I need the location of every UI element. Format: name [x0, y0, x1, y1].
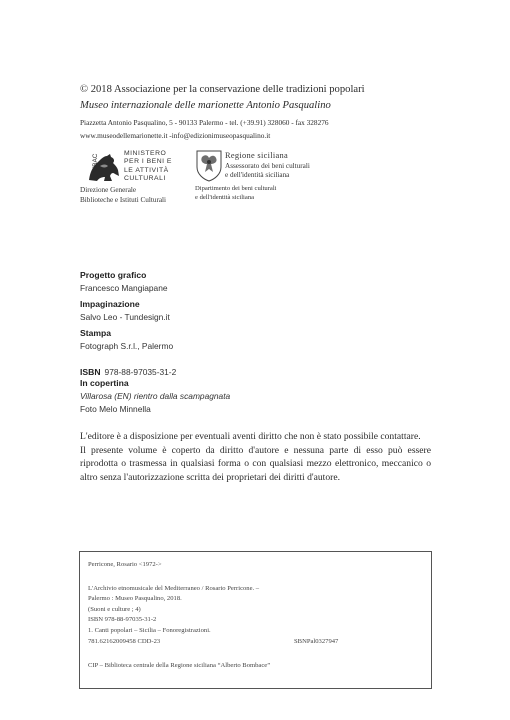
- impaginazione-label: Impaginazione: [80, 299, 140, 309]
- cip-series: (Suoni e culture ; 4): [88, 606, 141, 613]
- impaginazione-value: Salvo Leo - Tundesign.it: [80, 312, 170, 322]
- regione-sub-line: Assessorato dei beni culturali: [225, 162, 310, 170]
- copyright-line: © 2018 Associazione per la conservazione delle tradizioni popolari: [80, 84, 365, 95]
- copertina-title: Villarosa (EN) rientro dalla scampagnata: [80, 391, 231, 401]
- isbn-label: ISBN: [80, 367, 101, 377]
- mibac-text-line: PER I BENI E: [124, 158, 172, 166]
- cip-classification: 781.62162009458 CDD-23: [88, 638, 161, 645]
- progetto-grafico-value: Francesco Mangiapane: [80, 283, 168, 293]
- mibac-direzione-line: Direzione Generale: [80, 186, 137, 194]
- rights-notice-contact: L'editore è a disposizione per eventuali aventi diritto che non è stato possibile contattare.: [80, 431, 421, 442]
- mibac-text-line: MINISTERO: [124, 150, 167, 157]
- regione-dipartimento-line: e dell'identità siciliana: [195, 194, 255, 201]
- mibac-logo: [80, 150, 192, 206]
- cip-isbn: ISBN 978-88-97035-31-2: [88, 616, 157, 623]
- regione-sub-line: e dell'identità siciliana: [225, 171, 290, 180]
- cip-title-line: L'Archivio etnomusicale del Mediterraneo / Rosario Perricone. –: [88, 585, 260, 592]
- mibac-text-line: CULTURALI: [124, 174, 166, 182]
- stampa-label: Stampa: [80, 328, 112, 338]
- publisher-web-email: www.museodellemarionette.it -info@edizionimuseopasqualino.it: [80, 131, 271, 140]
- cip-catalog-box: [79, 551, 432, 689]
- mibac-emblem-text: MiBAC: [92, 153, 99, 174]
- cip-footer: CIP – Biblioteca centrale della Regione siciliana “Alberto Bombace”: [88, 662, 271, 669]
- regione-dipartimento-line: Dipartimento dei beni culturali: [195, 185, 277, 192]
- regione-emblem-icon: [195, 148, 223, 182]
- isbn-value: 978-88-97035-31-2: [104, 367, 177, 377]
- publisher-address: Piazzetta Antonio Pasqualino, 5 - 90133 Palermo - tel. (+39.91) 328060 - fax 328276: [80, 118, 329, 127]
- cip-author: Perricone, Rosario <1972->: [88, 561, 162, 568]
- copertina-photo-credit: Foto Melo Minnella: [80, 404, 151, 414]
- regione-siciliana-logo: [195, 148, 370, 208]
- regione-title: Regione siciliana: [225, 151, 289, 160]
- progetto-grafico-label: Progetto grafico: [80, 270, 147, 280]
- copertina-label: In copertina: [80, 378, 129, 388]
- stampa-value: Fotograph S.r.l., Palermo: [80, 341, 174, 351]
- mibac-text-line: LE ATTIVITÀ: [124, 166, 169, 174]
- museum-name: Museo internazionale delle marionette Antonio Pasqualino: [80, 100, 331, 111]
- cip-sbn: SBNPal0327947: [294, 638, 339, 645]
- cip-subjects: 1. Canti popolari – Sicilia – Fonoregistrazioni.: [88, 627, 211, 634]
- copyright-notice: Il presente volume è coperto da diritto d'autore e nessuna parte di esso può essere riprodotta o trasmessa in qualsiasi forma o con qualsiasi mezzo elettronico, meccanico o altro senza l'autorizzazione scritta dei proprietari dei diritti d'autore.: [80, 445, 431, 483]
- mibac-emblem-icon: [80, 150, 122, 184]
- cip-title-line: Palermo : Museo Pasqualino, 2018.: [88, 595, 182, 602]
- mibac-direzione-line: Biblioteche e Istituti Culturali: [80, 195, 167, 204]
